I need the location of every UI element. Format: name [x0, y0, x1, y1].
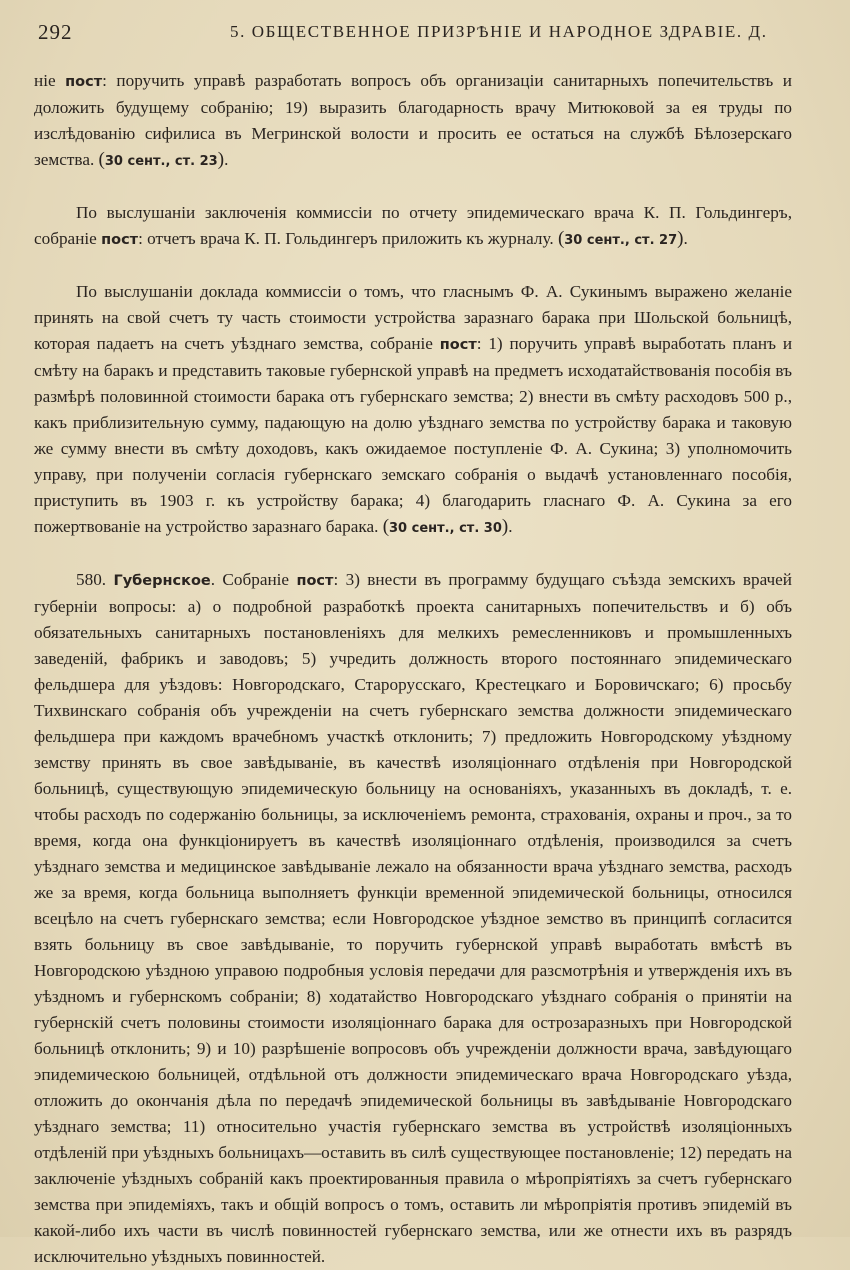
paragraph-4 [34, 567, 792, 1270]
p2-resolution-label: пост [101, 232, 139, 248]
page-number: 292 [38, 20, 73, 44]
paragraph-2: По выслушаніи заключенія коммиссіи по отчету эпидемическаго врача К. П. Гольдингеръ, собраніе пост: отчетъ врача К. П. Гольдингеръ приложить къ журналу. (30 сент., ст. 27). [34, 203, 792, 249]
p3-reference: 30 сент., ст. 30 [389, 521, 502, 536]
paragraph-3: По выслушаніи доклада коммиссіи о томъ, что гласнымъ Ф. А. Сукинымъ выражено желаніе принять на свой счетъ ту часть стоимости устройства заразнаго барака при Шольской больницѣ, которая падаетъ на счетъ уѣзднаго земства, собраніе пост: 1) поручить управѣ выработать планъ и смѣту на баракъ и представить таковые губернской управѣ на предметъ исходатайствованія пособія въ размѣрѣ половинной стоимости барака отъ губернскаго земства; 2) внести въ смѣту расходовъ 500 р., какъ приблизительную сумму, падающую на долю уѣзднаго земства по устройству барака и таковую же сумму внести въ смѣту доходовъ, какъ ожидаемое поступленіе Ф. А. Сукина; 3) уполномочить управу, при полученіи согласія губернскаго земскаго собранія о выдачѣ установленнаго пособія, приступить въ 1903 г. къ устройству барака; 4) благодарить гласнаго Ф. А. Сукина за его пожертвованіе на устройство заразнаго барака. (30 сент., ст. 30). [34, 282, 793, 537]
p3-text-c: : 1) поручить управѣ выработать планъ и смѣту на баракъ и представить таковые губернской управѣ на предметъ исходатайствованія пособія въ размѣрѣ половинной стоимости барака отъ губернскаго земства; 2) внести въ смѣту расходовъ 500 р., какъ приблизительную сумму, падающую на долю уѣзднаго земства по устройству барака и таковую же сумму внести въ смѣту доходовъ, какъ ожидаемое поступленіе Ф. А. Сукина; 3) уполномочить управу, при полученіи согласія губернскаго земскаго собранія о выдачѣ установленнаго пособія, приступить въ 1903 г. къ устройству барака; 4) благодарить гласнаго Ф. А. Сукина за его пожертвованіе на устройство заразнаго барака. [34, 334, 793, 536]
p4-resolution-label: пост [296, 573, 334, 589]
p4-item-number: 580. [76, 570, 114, 589]
paragraph-1: ніе пост: поручить управѣ разработать вопросъ объ организаціи санитарныхъ попечительствъ и доложить будущему собранію; 19) выразить благодарность врачу Митюковой за ея труды по изслѣдованію сифилиса въ Мегринской волости и просить ее остаться на службѣ Бѣлозерскаго земства. (30 сент., ст. 23). [34, 71, 792, 170]
p1-resolution-label: пост [65, 74, 103, 90]
p1-text-a: ніе [34, 71, 66, 90]
p3-text-a: По выслушаніи доклада коммиссіи о томъ, что гласнымъ Ф. А. Сукинымъ выражено желаніе принять на свой счетъ ту часть стоимости устройства заразнаго барака при Шольской больницѣ, которая падаетъ на счетъ уѣзднаго земства, собраніе [34, 282, 792, 353]
section-title: 5. ОБЩЕСТВЕННОЕ ПРИЗРѢНІЕ И НАРОДНОЕ ЗДРАВІЕ. Д. [230, 22, 768, 41]
p2-reference: 30 сент., ст. 27 [564, 233, 678, 248]
p1-reference: 30 сент., ст. 23 [104, 154, 218, 169]
body-text [34, 68, 792, 1270]
p4-text-c: : 3) внести въ программу будущаго съѣзда земскихъ врачей губерніи вопросы: а) о подробной разработкѣ проекта санитарныхъ попечительствъ и б) объ обязательныхъ санитарныхъ постановленіяхъ для мелкихъ ремесленниковъ и промышленныхъ заведеній, фабрикъ и заводовъ; 5) учредить должность второго постояннаго эпидемическаго фельдшера для уѣздовъ: Новгородскаго, Старорусскаго, Крестецкаго и Боровичскаго; 6) просьбу Тихвинскаго собранія объ учрежденіи на счетъ губернскаго земства должности эпидемическаго фельдшера при каждомъ врачебномъ участкѣ отклонить; 7) предложить Новгородскому уѣздному земству принять въ свое завѣдываніе, въ качествѣ изоляціоннаго отдѣленія при Новгородской больницѣ, существующую эпидемическую больницу на основаніяхъ, указанныхъ въ докладѣ, т. е. чтобы расходъ по содержанію больницы, за исключеніемъ ремонта, страхованія, охраны и проч., за то время, когда она функціонируетъ въ качествѣ изоляціоннаго отдѣленія, производился за счетъ уѣзднаго земства и медицинское завѣдываніе лежало на обязанности врача уѣзднаго земства, расходъ же за время, когда больница выполняетъ функціи временной эпидемической больницы, относился всецѣло на счетъ губернскаго земства; если Новгородское уѣздное земство въ принципѣ согласится взять больницу въ свое завѣдываніе, то поручить губернской управѣ выработать вмѣстѣ въ Новгородскою уѣздною управою подробныя условія передачи для разсмотрѣнія и утвержденія ихъ въ уѣздномъ и губернскомъ собраніи; 8) ходатайство Новгородскаго уѣзднаго собранія о принятіи на губернскій счетъ половины стоимости изоляціоннаго барака для острозаразныхъ при Новгородской больницѣ отклонить; 9) и 10) разрѣшеніе вопросовъ объ учрежденіи должности врача, завѣдующаго эпидемическою больницей, отдѣльной отъ должности эпидемическаго врача Новгородскаго уѣзда, отложить до окончанія дѣла по передачѣ эпидемической больницы въ завѣдываніе Новгородскаго уѣзднаго земства; 11) относительно участія губернскаго земства въ устройствѣ изоляціонныхъ отдѣленій при уѣздныхъ больницахъ—оставить въ силѣ существующее постановленіе; 12) передать на заключеніе уѣздныхъ собраній какъ проектированныя правила о мѣропріятіяхъ за счетъ губернскаго земства при эпидеміяхъ, такъ и общій вопросъ о томъ, оставить ли мѣропріятія противъ эпидемій въ какой-либо ихъ части въ числѣ повинностей губернскаго земства, или же отнести ихъ въ разрядъ исключительно уѣздныхъ повинностей. [34, 570, 793, 1266]
p3-resolution-label: пост [439, 337, 477, 353]
p4-zemstvo-name: Губернское [113, 573, 211, 589]
p1-text-c: : поручить управѣ разработать вопросъ объ организаціи санитарныхъ попечительствъ и доложить будущему собранію; 19) выразить благодарность врачу Митюковой за ея труды по изслѣдованію сифилиса въ Мегринской волости и просить ее остаться на службѣ Бѣлозерскаго земства. [34, 71, 792, 169]
p4-text-a: . Собраніе [210, 570, 297, 589]
running-head [34, 14, 792, 54]
p2-text-a: По выслушаніи заключенія коммиссіи по отчету эпидемическаго врача К. П. Гольдингеръ, собраніе [34, 203, 792, 248]
p2-text-c: : отчетъ врача К. П. Гольдингеръ приложить къ журналу. [138, 229, 554, 248]
